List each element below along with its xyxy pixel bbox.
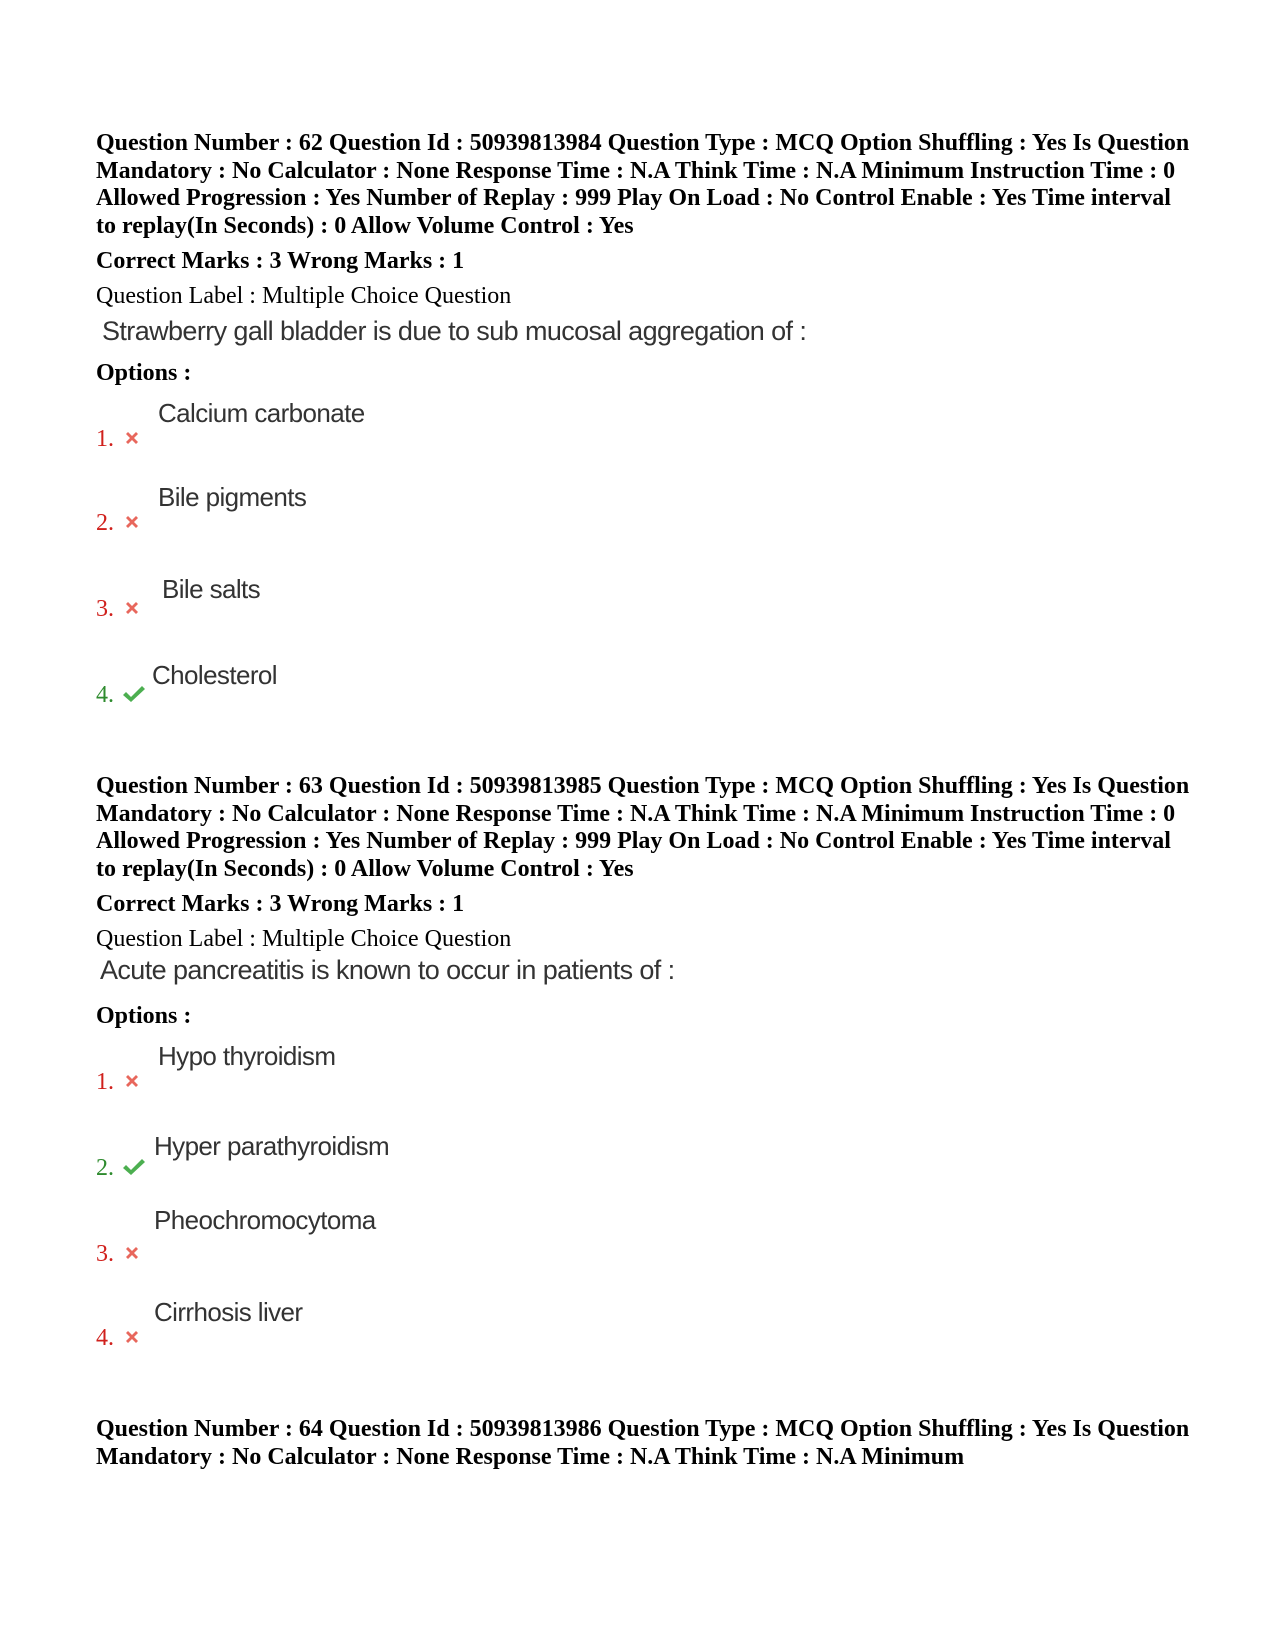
- option-3: [96, 1205, 696, 1273]
- option-number: 2.: [96, 1155, 114, 1181]
- options-heading: Options :: [96, 360, 192, 386]
- question-text: Acute pancreatitis is known to occur in patients of :: [100, 955, 675, 985]
- option-1: [96, 398, 696, 458]
- option-2: [96, 1127, 696, 1187]
- cross-icon: [122, 1071, 142, 1091]
- option-number: 1.: [96, 1069, 114, 1095]
- option-4: [96, 1297, 696, 1357]
- option-text: Hyper parathyroidism: [154, 1131, 390, 1161]
- question-62-block: [96, 130, 1216, 708]
- option-number: 4.: [96, 682, 114, 708]
- question-label: Question Label : Multiple Choice Question: [96, 926, 512, 952]
- option-2: [96, 482, 696, 542]
- option-text: Hypo thyroidism: [158, 1041, 336, 1071]
- option-text: Cirrhosis liver: [154, 1297, 303, 1327]
- options-heading: Options :: [96, 1003, 192, 1029]
- cross-icon: [122, 598, 142, 618]
- question-meta: Question Number : 63 Question Id : 50939813985 Question Type : MCQ Option Shuffling : Yes Is Question Mandatory : No Calculator : None Response Time : N.A Think Time : N.A Minimum Instruction Time : 0 Allowed Progression : Yes Number of Replay : 999 Play On Load : No Control Enable : Yes Time interval to replay(In Seconds) : 0 Allow Volume Control : Yes: [96, 773, 1190, 882]
- option-text: Cholesterol: [152, 660, 277, 690]
- option-3: [96, 568, 696, 628]
- option-4: [96, 654, 696, 714]
- question-marks: Correct Marks : 3 Wrong Marks : 1: [96, 891, 465, 917]
- question-meta: Question Number : 64 Question Id : 50939813986 Question Type : MCQ Option Shuffling : Yes Is Question Mandatory : No Calculator : None Response Time : N.A Think Time : N.A Minimum: [96, 1416, 1190, 1470]
- option-1: [96, 1041, 696, 1101]
- option-number: 2.: [96, 510, 114, 536]
- question-meta: Question Number : 62 Question Id : 50939813984 Question Type : MCQ Option Shuffling : Yes Is Question Mandatory : No Calculator : None Response Time : N.A Think Time : N.A Minimum Instruction Time : 0 Allowed Progression : Yes Number of Replay : 999 Play On Load : No Control Enable : Yes Time interval to replay(In Seconds) : 0 Allow Volume Control : Yes: [96, 130, 1190, 239]
- option-text: Bile salts: [162, 574, 261, 604]
- option-text: Calcium carbonate: [158, 398, 365, 428]
- option-number: 3.: [96, 1241, 114, 1267]
- cross-icon: [122, 428, 142, 448]
- option-number: 1.: [96, 426, 114, 452]
- check-icon: [122, 1157, 146, 1177]
- cross-icon: [122, 1327, 142, 1347]
- option-number: 4.: [96, 1325, 114, 1351]
- option-text: Bile pigments: [158, 482, 307, 512]
- option-text: Pheochromocytoma: [154, 1205, 376, 1235]
- question-label: Question Label : Multiple Choice Question: [96, 283, 512, 309]
- question-64-block: [96, 1416, 1216, 1471]
- question-63-block: [96, 773, 1216, 1351]
- cross-icon: [122, 512, 142, 532]
- check-icon: [122, 684, 146, 704]
- question-text: Strawberry gall bladder is due to sub mucosal aggregation of :: [102, 316, 807, 346]
- cross-icon: [122, 1243, 142, 1263]
- option-number: 3.: [96, 596, 114, 622]
- question-marks: Correct Marks : 3 Wrong Marks : 1: [96, 248, 465, 274]
